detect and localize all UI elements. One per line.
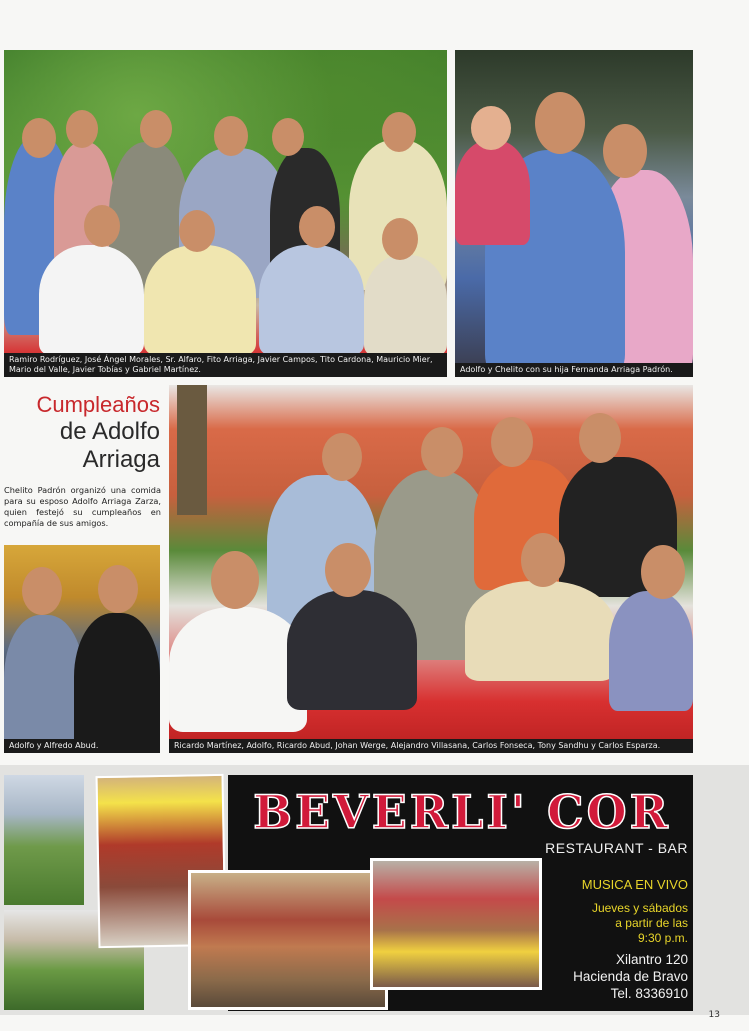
ad-days-line3: 9:30 p.m. [637,931,688,945]
ad-address-line2: Hacienda de Bravo [573,969,688,984]
person-head [179,210,215,252]
ad-photo-bar-interior [188,870,388,1010]
person-head [214,116,248,156]
photo-caption: Adolfo y Chelito con su hija Fernanda Arriaga Padrón. [455,363,693,377]
photo-family [455,50,693,377]
photo-group-table [4,50,447,377]
ad-logo: BEVERLI' COR [253,785,671,839]
photo-caption: Ramiro Rodríguez, José Ángel Morales, Sr. Alfaro, Fito Arriaga, Javier Campos, Tito Cardona, Mauricio Mier, Mario del Valle, Javier Tobías y Gabriel Martínez. [4,353,447,377]
person-head [641,545,685,599]
ad-days-line2: a partir de las [615,916,688,930]
person-figure [144,245,256,355]
ad-subtitle: RESTAURANT - BAR [545,840,688,856]
person-head [325,543,371,597]
person-head [299,206,335,248]
person-head [272,118,304,156]
person-head [22,567,62,615]
person-head [603,124,647,178]
heading-line2: de Adolfo [59,418,160,445]
person-figure [364,255,447,355]
person-head [382,112,416,152]
photo-caption: Ricardo Martínez, Adolfo, Ricardo Abud, Johan Werge, Alejandro Villasana, Carlos Fonseca, Tony Sandhu y Carlos Esparza. [169,739,693,753]
ad-phone: Tel. 8336910 [610,986,688,1001]
ad-address [530,951,688,1002]
photo-group-outdoor [169,385,693,753]
photo-two-men [4,545,160,753]
child-head [471,106,511,150]
person-head [322,433,362,481]
person-head [421,427,463,477]
ad-live-music: MUSICA EN VIVO [581,877,688,892]
page-number: 13 [708,1010,720,1020]
child-figure [455,140,530,245]
person-head [140,110,172,148]
heading-line3: Arriaga [82,446,160,473]
article-heading [4,392,160,474]
photo-caption: Adolfo y Alfredo Abud. [4,739,160,753]
person-head [22,118,56,158]
person-head [98,565,138,613]
person-figure [465,581,615,681]
person-head [491,417,533,467]
palm-trunk [177,385,207,515]
ad-address-line1: Xilantro 120 [615,952,688,967]
person-figure [39,245,144,355]
person-head [521,533,565,587]
person-figure [609,591,693,711]
ad-photo-terrace [4,775,84,905]
person-head [211,551,259,609]
person-head [579,413,621,463]
person-figure [287,590,417,710]
person-head [66,110,98,148]
person-head [535,92,585,154]
heading-line1: Cumpleaños [36,392,160,417]
ad-schedule [548,901,688,946]
ad-days-line1: Jueves y sábados [591,901,688,915]
person-figure [74,613,160,753]
person-head [84,205,120,247]
person-figure [4,615,84,753]
person-head [382,218,418,260]
article-body: Chelito Padrón organizó una comida para su esposo Adolfo Arriaga Zarza, quien festejó su cumpleaños en compañía de sus amigos. [4,485,161,528]
person-figure [259,245,364,355]
ad-photo-dining-room [370,858,542,990]
